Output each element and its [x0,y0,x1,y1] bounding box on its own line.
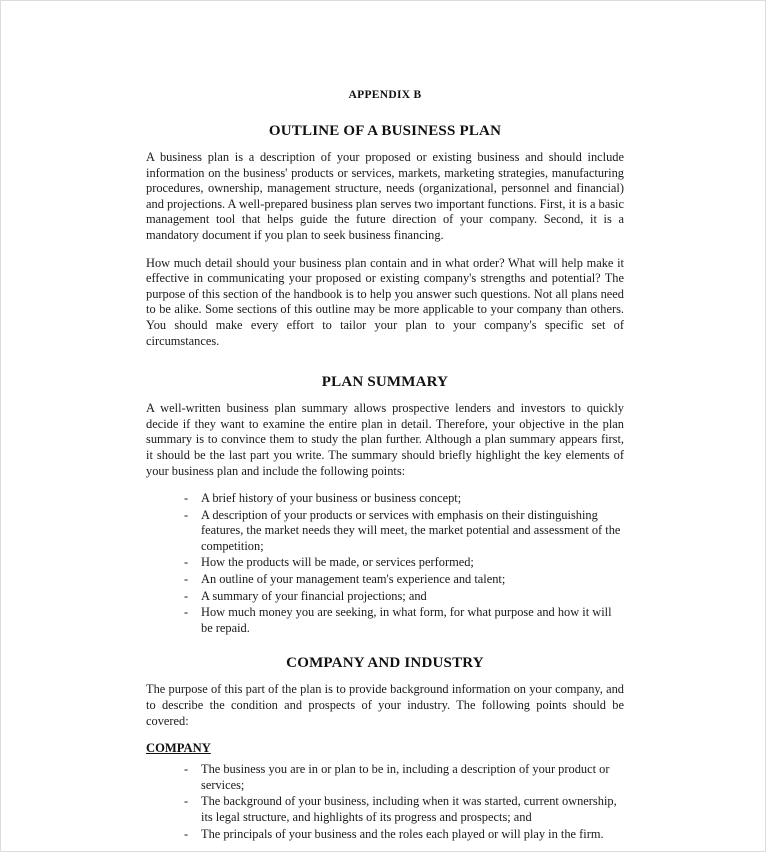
dash-bullet-icon: - [184,605,189,620]
section-title-company-and-industry: COMPANY AND INDUSTRY [286,655,484,672]
list-item-label: A description of your products or services with emphasis on their distinguishing features, the market needs they will meet, the market potential and assessment of the competition; [201,507,621,553]
list-item [184,794,624,825]
dash-bullet-icon: - [184,762,189,777]
list-item [184,605,624,636]
dash-bullet-icon: - [184,826,189,841]
list-item-label: The principals of your business and the roles each played or will play in the firm. [201,826,604,841]
dash-bullet-icon: - [184,555,189,570]
list-item [184,762,624,793]
spacer [146,646,624,655]
list-item [184,827,624,843]
list-item-label: How the products will be made, or services performed; [201,555,474,570]
dash-bullet-icon: - [184,794,189,809]
dash-bullet-icon: - [184,491,189,506]
paragraph-company-and-industry: The purpose of this part of the plan is to provide background information on your company, and to describe the condition and prospects of your industry. The following points should be covered: [146,682,624,728]
list-item-label: How much money you are seeking, in what form, for what purpose and how it will be repaid. [201,605,612,635]
section-title-plan-summary: PLAN SUMMARY [321,374,449,391]
list-item [184,555,624,571]
list-item [184,572,624,588]
plan-summary-bullet-list [146,491,624,636]
list-item [184,508,624,555]
dash-bullet-icon: - [184,507,189,522]
list-item-label: An outline of your management team's experience and talent; [201,572,506,587]
list-item-label: The business you are in or plan to be in, including a description of your product or services; [201,762,610,792]
spacer [146,361,624,374]
list-item-label: A summary of your financial projections; and [201,588,427,603]
list-item [184,491,624,507]
appendix-label: APPENDIX B [348,89,422,101]
list-item-label: The background of your business, including when it was started, current ownership, its legal structure, and highlights of its progress and prospects; and [201,794,617,824]
paragraph-outline-intro: A business plan is a description of your proposed or existing business and should include information on the business' products or services, markets, marketing strategies, manufacturing procedures, ownership, management structure, needs (organizational, personnel and financial) and projections. A well-prepared business plan serves two important functions. First, it is a basic management tool that helps guide the future direction of your company. Second, it is a mandatory document if you plan to seek business financing. [146,150,624,242]
dash-bullet-icon: - [184,572,189,587]
section-title-outline: OUTLINE OF A BUSINESS PLAN [268,123,502,139]
sub-heading-company: COMPANY [146,741,211,756]
paragraph-outline-detail: How much detail should your business plan contain and in what order? What will help make it effective in communicating your proposed or existing company's strengths and potential? The purpose of this section of the handbook is to help you answer such questions. Not all plans need to be alike. Some sections of this outline may be more applicable to your company than others. You should make every effort to tailor your plan to your company's specific set of circumstances. [146,255,624,348]
list-item [184,589,624,605]
document-body [146,89,624,852]
list-item-label: A brief history of your business or business concept; [201,491,462,506]
paragraph-plan-summary: A well-written business plan summary allows prospective lenders and investors to quickly decide if they want to examine the entire plan in detail. Therefore, your objective in the plan summary is to convince them to study the plan further. Although a plan summary appears first, it should be the last part you write. The summary should briefly highlight the key elements of your business plan and include the following points: [146,401,624,478]
company-bullet-list [146,762,624,842]
dash-bullet-icon: - [184,588,189,603]
